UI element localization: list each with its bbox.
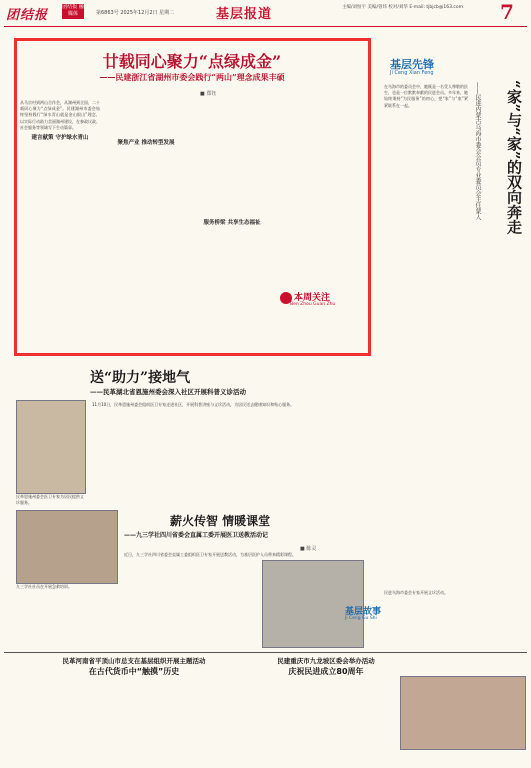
grassroots-story-pinyin: Ji Ceng Gu Shi	[345, 616, 377, 621]
bottom-mid-title: 民建重庆市九龙坡区委会举办活动	[277, 657, 375, 665]
main-article-title: 廿载同心聚力“点绿成金”	[102, 52, 282, 71]
weekly-focus-badge	[280, 290, 340, 310]
editor-info: 主编/刘恒宇 美编/曾炜 校对/刘华 E-mail: tjbjcb@163.com	[342, 5, 463, 10]
bottom-rule	[4, 652, 527, 653]
right-lower-caption: 民进乌海市委会专家开展义诊活动。	[384, 590, 448, 595]
second-article-photo	[16, 400, 86, 494]
bottom-right-photo	[400, 676, 526, 750]
third-article-byline: ■ 陈灵	[300, 546, 317, 552]
weekly-focus-label: 本周关注	[294, 293, 331, 303]
main-article-col-1	[20, 100, 100, 350]
grassroots-pioneer-kicker: 基层先锋	[390, 58, 434, 71]
weekly-focus-pinyin: Ben Zhou Guan Zhu	[290, 302, 336, 307]
third-article-photo	[16, 510, 118, 584]
header-rule	[4, 26, 527, 27]
main-article-subtitle: ——民建浙江省湖州市委会践行“两山”理念成果丰硕	[99, 72, 285, 82]
newspaper-logo: 团结报	[6, 8, 49, 23]
bottom-left-body	[14, 680, 254, 764]
third-article-caption: 九三学社社员在开展急救培训。	[16, 584, 72, 589]
second-article-body	[92, 402, 372, 502]
bottom-mid-body	[256, 680, 396, 764]
grassroots-pioneer-pinyin: Ji Ceng Xian Feng	[390, 70, 434, 76]
main-article-subhead-2: 聚焦产业 推动转型发展	[117, 140, 175, 146]
section-title: 基层报道	[216, 7, 273, 22]
second-article-title: 送“助力”接地气	[90, 370, 191, 386]
main-article-col-3	[192, 100, 272, 350]
page-number: 7	[500, 0, 514, 24]
right-vertical-title: “家”与“家”的双向奔走	[505, 80, 523, 235]
bottom-left-title: 民革河南省平顶山市总支在基层组织开展主题活动	[62, 657, 206, 665]
main-article-subhead-1: 建言献策 守护绿水青山	[31, 135, 89, 142]
right-column-text: 在乌海市的委员会中，她既是一名受人尊敬的医生，也是一位默默奉献的民进会员。多年来，她始终秉持“为民服务”的初心，把“家”与“家”紧紧联系在一起。	[384, 84, 468, 108]
main-article-subhead-3: 服务桥梁 共享生态福祉	[203, 220, 261, 226]
main-article-col-2	[106, 100, 186, 350]
issue-info: 第6863号 2025年12月2日 星期二	[96, 10, 175, 16]
second-article-caption: 民革恩施州委会医卫专家为居民提供义诊服务。	[16, 494, 84, 505]
main-article-byline: ■ 郑钰	[200, 91, 217, 97]
logo-badge: 团结报 融媒体	[62, 4, 84, 17]
right-column-body	[384, 84, 468, 484]
second-article-text: 11月10日，民革恩施州委会组织医卫专家走进社区，开展科普讲座与义诊活动，为居民送去健康知识和贴心服务。	[92, 402, 295, 407]
third-article-text: 近日，九三学社四川省委会直属工委组织医卫专家开展送教活动，为基层医护人员带来精彩课程。	[124, 552, 296, 557]
third-article-subtitle: ——九三学社四川省委会直属工委开展医卫送教活动记	[124, 532, 269, 539]
grassroots-story-kicker: 基层故事	[345, 607, 382, 617]
main-article-intro: 从马宗村到两山合作会，从湖州到全国，二十载同心聚力“点绿成金”。民建湖州市委会始终坚持践行“绿水青山就是金山银山”理念，以实际行动助力美丽湖州建设，在参政议政、社会服务等领域写下生动篇章。	[20, 100, 100, 130]
bottom-left-subtitle: 在古代货币中“触摸”历史	[88, 667, 180, 676]
third-article-title: 薪火传智 情暖课堂	[170, 514, 271, 528]
second-article-subtitle: ——民革湖北省恩施州委会深入社区开展科普义诊活动	[90, 388, 246, 396]
bottom-mid-subtitle: 庆祝民进成立80周年	[288, 667, 364, 676]
right-vertical-subtitle: ——民进内蒙古乌海市委会会员专业委员会主任蒙人	[474, 82, 481, 220]
right-lower-body	[384, 490, 524, 590]
